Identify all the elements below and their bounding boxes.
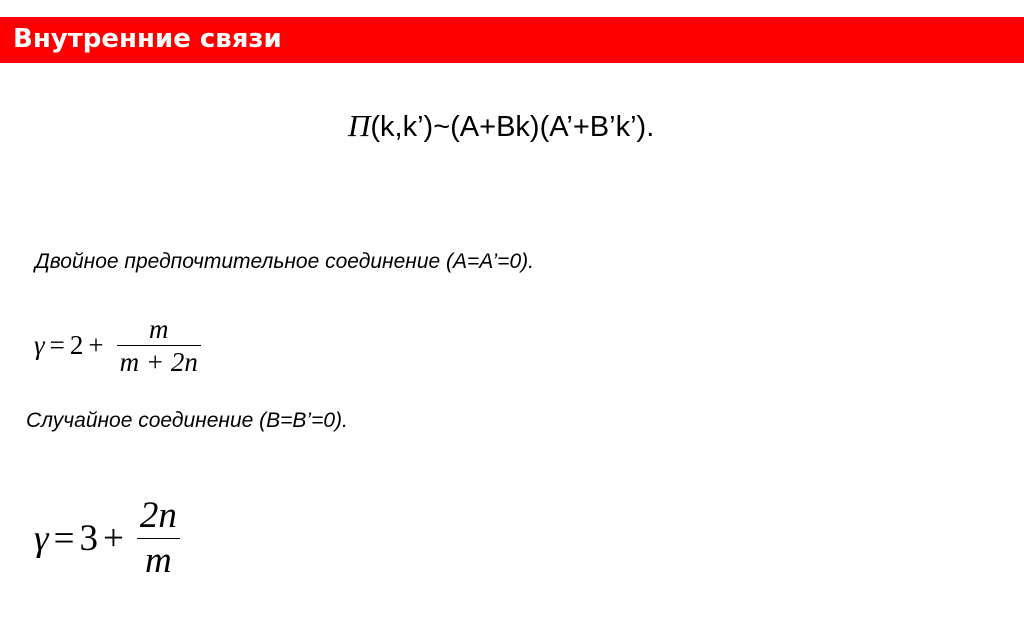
- gamma-formula-double-preferential: [34, 313, 201, 378]
- fraction-denominator: m: [144, 540, 172, 581]
- gamma-formula-random: [34, 494, 180, 583]
- attachment-kernel-formula: [348, 106, 654, 147]
- fraction: [117, 313, 201, 378]
- title-bar: [0, 17, 1024, 63]
- gamma-symbol: γ: [34, 518, 49, 559]
- random-attachment-text: Случайное соединение (B=B’=0).: [26, 409, 348, 432]
- kernel-formula-body: (k,k’)~(A+Bk)(A’+B’k’).: [370, 111, 655, 143]
- fraction-numerator: m: [148, 314, 169, 344]
- fraction-numerator: 2n: [139, 495, 177, 536]
- pi-symbol: Π: [348, 108, 371, 143]
- fraction: [137, 494, 180, 583]
- gamma-symbol: γ: [34, 330, 45, 360]
- plus-sign: +: [102, 518, 124, 559]
- equals-sign: =: [49, 330, 65, 360]
- constant-term: 2: [69, 330, 84, 360]
- equals-sign: =: [53, 518, 75, 559]
- plus-sign: +: [88, 330, 104, 360]
- fraction-denominator: m + 2n: [119, 347, 198, 377]
- slide-title: Внутренние связи: [13, 24, 282, 54]
- constant-term: 3: [79, 518, 98, 559]
- double-preferential-text: Двойное предпочтительное соединение (A=A’=0).: [35, 250, 534, 273]
